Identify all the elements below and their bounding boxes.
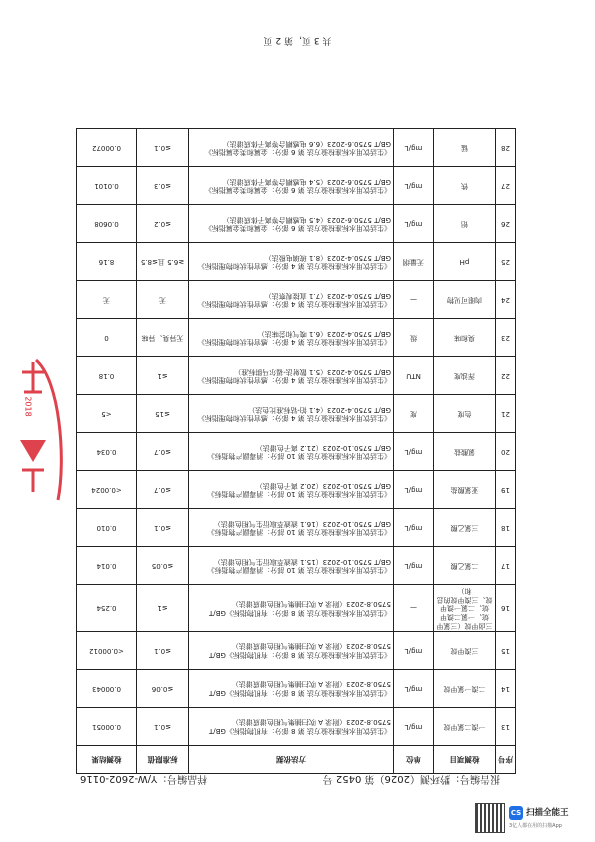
cell-no: 26 xyxy=(496,205,516,243)
cell-no: 14 xyxy=(496,670,516,708)
cell-result: 0.0608 xyxy=(77,205,137,243)
cell-limit: ≤0.1 xyxy=(137,632,189,670)
cell-limit: ≤0.1 xyxy=(137,509,189,547)
cell-item: pH xyxy=(434,243,496,281)
cell-method: 《生活饮用水标准检验方法 第 4 部分：感官性状和物理指标》GB/T 5750.4-2023（6.1 嗅气和尝味法） xyxy=(189,319,394,357)
cell-limit: ≥6.5 且≤8.5 xyxy=(137,243,189,281)
table-row xyxy=(77,129,516,167)
cell-no: 27 xyxy=(496,167,516,205)
cell-unit: — xyxy=(394,585,434,632)
table-row xyxy=(77,632,516,670)
cell-result: 0.00072 xyxy=(77,129,137,167)
cell-method: 《生活饮用水标准检验方法 第 6 部分：金属和类金属指标》GB/T 5750.6-2023（5.4 电感耦合等离子体质谱法） xyxy=(189,167,394,205)
cell-unit: mg/L xyxy=(394,129,434,167)
cell-limit: ≤1 xyxy=(137,585,189,632)
table-row xyxy=(77,395,516,433)
cell-unit: mg/L xyxy=(394,471,434,509)
seal-year-fragment: 2018 xyxy=(23,396,33,417)
cell-result: 0.010 xyxy=(77,509,137,547)
cell-method: 《生活饮用水标准检验方法 第 10 部分：消毒副产物指标》GB/T 5750.10-2023（20.2 离子色谱法） xyxy=(189,471,394,509)
cell-unit: mg/L xyxy=(394,205,434,243)
col-header-no: 序号 xyxy=(496,746,516,774)
cell-item: 浑浊度 xyxy=(434,357,496,395)
app-watermark-name: 扫描全能王 xyxy=(526,808,569,818)
cell-unit: mg/L xyxy=(394,433,434,471)
cell-item: 亚氯酸盐 xyxy=(434,471,496,509)
cell-item: 三卤甲烷（三氯甲烷、一氯二溴甲烷、二氯一溴甲烷、三溴甲烷的总和） xyxy=(434,585,496,632)
cell-no: 22 xyxy=(496,357,516,395)
table-row xyxy=(77,433,516,471)
cell-limit: ≤15 xyxy=(137,395,189,433)
cell-method: 《生活饮用水标准检验方法 第 8 部分：有机物指标》GB/T 5750.8-2023（附录 A 吹扫捕集气相色谱质谱法） xyxy=(189,708,394,746)
table-row xyxy=(77,547,516,585)
cell-unit: 级 xyxy=(394,319,434,357)
cell-method: 《生活饮用水标准检验方法 第 8 部分：有机物指标》GB/T 5750.8-2023（附录 A 吹扫捕集气相色谱质谱法） xyxy=(189,632,394,670)
cell-unit: 度 xyxy=(394,395,434,433)
cell-method: 《生活饮用水标准检验方法 第 10 部分：消毒副产物指标》GB/T 5750.10-2023（16.1 液液萃取衍生气相色谱法） xyxy=(189,509,394,547)
cell-result: <5 xyxy=(77,395,137,433)
cell-no: 28 xyxy=(496,129,516,167)
cell-unit: — xyxy=(394,281,434,319)
cell-no: 13 xyxy=(496,708,516,746)
cell-no: 18 xyxy=(496,509,516,547)
cell-item: 三溴甲烷 xyxy=(434,632,496,670)
cell-limit: 无异臭、异味 xyxy=(137,319,189,357)
table-row xyxy=(77,670,516,708)
cell-unit: mg/L xyxy=(394,708,434,746)
cell-no: 16 xyxy=(496,585,516,632)
cell-unit: mg/L xyxy=(394,632,434,670)
cell-unit: NTU xyxy=(394,357,434,395)
cell-item: 色度 xyxy=(434,395,496,433)
cell-method: 《生活饮用水标准检验方法 第 6 部分：金属和类金属指标》GB/T 5750.6-2023（6.6 电感耦合等离子体质谱法） xyxy=(189,129,394,167)
cell-item: 肉眼可见物 xyxy=(434,281,496,319)
cell-limit: ≤0.05 xyxy=(137,547,189,585)
results-table xyxy=(76,128,516,774)
cell-result: 0.254 xyxy=(77,585,137,632)
col-header-item: 检测项目 xyxy=(434,746,496,774)
camscanner-logo-icon: CS xyxy=(509,806,523,820)
cell-unit: mg/L xyxy=(394,547,434,585)
cell-limit: ≤0.7 xyxy=(137,433,189,471)
cell-item: 氯酸盐 xyxy=(434,433,496,471)
cell-no: 19 xyxy=(496,471,516,509)
cell-limit: 无 xyxy=(137,281,189,319)
qr-code-icon xyxy=(475,803,505,833)
col-header-unit: 单位 xyxy=(394,746,434,774)
cell-method: 《生活饮用水标准检验方法 第 4 部分：感官性状和物理指标》GB/T 5750.4-2023（5.1 散射法-福尔马肼标准） xyxy=(189,357,394,395)
cell-limit: ≤0.2 xyxy=(137,205,189,243)
cell-method: 《生活饮用水标准检验方法 第 4 部分：感官性状和物理指标》GB/T 5750.4-2023（4.1 铂-钴标准比色法） xyxy=(189,395,394,433)
cell-result: 0.014 xyxy=(77,547,137,585)
page-indicator: 共 3 页，第 2 页 xyxy=(263,35,332,45)
cell-method: 《生活饮用水标准检验方法 第 8 部分：有机物指标》GB/T 5750.8-2023（附录 A 吹扫捕集气相色谱质谱法） xyxy=(189,670,394,708)
cell-method: 《生活饮用水标准检验方法 第 10 部分：消毒副产物指标》GB/T 5750.10-2023（21.2 离子色谱法） xyxy=(189,433,394,471)
cell-no: 23 xyxy=(496,319,516,357)
app-watermark-bar xyxy=(0,800,595,842)
cell-no: 25 xyxy=(496,243,516,281)
cell-item: 铝 xyxy=(434,205,496,243)
cell-result: 0.034 xyxy=(77,433,137,471)
cell-no: 24 xyxy=(496,281,516,319)
cell-method: 《生活饮用水标准检验方法 第 6 部分：金属和类金属指标》GB/T 5750.6-2023（4.5 电感耦合等离子体质谱法） xyxy=(189,205,394,243)
cell-result: 无 xyxy=(77,281,137,319)
cell-limit: ≤0.1 xyxy=(137,708,189,746)
cell-method: 《生活饮用水标准检验方法 第 8 部分：有机物指标》GB/T 5750.8-2023（附录 A 吹扫捕集气相色谱质谱法） xyxy=(189,585,394,632)
app-watermark-tagline: 3亿人都在用的扫描App xyxy=(509,823,562,829)
cell-no: 20 xyxy=(496,433,516,471)
col-header-method: 方法依据 xyxy=(189,746,394,774)
table-row xyxy=(77,585,516,632)
cell-result: 0.18 xyxy=(77,357,137,395)
cell-result: 8.16 xyxy=(77,243,137,281)
cell-unit: mg/L xyxy=(394,167,434,205)
cell-no: 21 xyxy=(496,395,516,433)
table-row xyxy=(77,205,516,243)
table-row xyxy=(77,319,516,357)
cell-result: 0 xyxy=(77,319,137,357)
table-row xyxy=(77,357,516,395)
table-row xyxy=(77,509,516,547)
col-header-result: 检测结果 xyxy=(77,746,137,774)
sample-number: 样品编号：Y/W-2602-0116 xyxy=(80,773,208,784)
table-row xyxy=(77,281,516,319)
cell-limit: ≤1 xyxy=(137,357,189,395)
cell-item: 一溴二氯甲烷 xyxy=(434,708,496,746)
cell-item: 铁 xyxy=(434,167,496,205)
cell-item: 三氯乙酸 xyxy=(434,509,496,547)
table-row xyxy=(77,243,516,281)
table-header-row xyxy=(77,746,516,774)
cell-method: 《生活饮用水标准检验方法 第 10 部分：消毒副产物指标》GB/T 5750.10-2023（15.1 液液萃取衍生气相色谱法） xyxy=(189,547,394,585)
cell-limit: ≤0.3 xyxy=(137,167,189,205)
table-row xyxy=(77,708,516,746)
cell-no: 17 xyxy=(496,547,516,585)
col-header-limit: 标准限值 xyxy=(137,746,189,774)
cell-unit: mg/L xyxy=(394,509,434,547)
table-row xyxy=(77,167,516,205)
cell-result: 0.00043 xyxy=(77,670,137,708)
cell-result: <0.00012 xyxy=(77,632,137,670)
table-row xyxy=(77,471,516,509)
cell-limit: ≤0.06 xyxy=(137,670,189,708)
cell-result: <0.0024 xyxy=(77,471,137,509)
cell-unit: 无量纲 xyxy=(394,243,434,281)
cell-unit: mg/L xyxy=(394,670,434,708)
cell-method: 《生活饮用水标准检验方法 第 4 部分：感官性状和物理指标》GB/T 5750.4-2023（8.1 玻璃电极法） xyxy=(189,243,394,281)
cell-limit: ≤0.7 xyxy=(137,471,189,509)
cell-item: 锰 xyxy=(434,129,496,167)
cell-result: 0.0101 xyxy=(77,167,137,205)
cell-item: 二氯乙酸 xyxy=(434,547,496,585)
report-number: 报告编号：黔环测（2026）第 0452 号 xyxy=(322,773,500,784)
cell-no: 15 xyxy=(496,632,516,670)
cell-item: 二溴一氯甲烷 xyxy=(434,670,496,708)
cell-item: 臭和味 xyxy=(434,319,496,357)
cell-result: 0.00051 xyxy=(77,708,137,746)
cell-limit: ≤0.1 xyxy=(137,129,189,167)
cell-method: 《生活饮用水标准检验方法 第 4 部分：感官性状和物理指标》GB/T 5750.4-2023（7.1 直接观察法） xyxy=(189,281,394,319)
